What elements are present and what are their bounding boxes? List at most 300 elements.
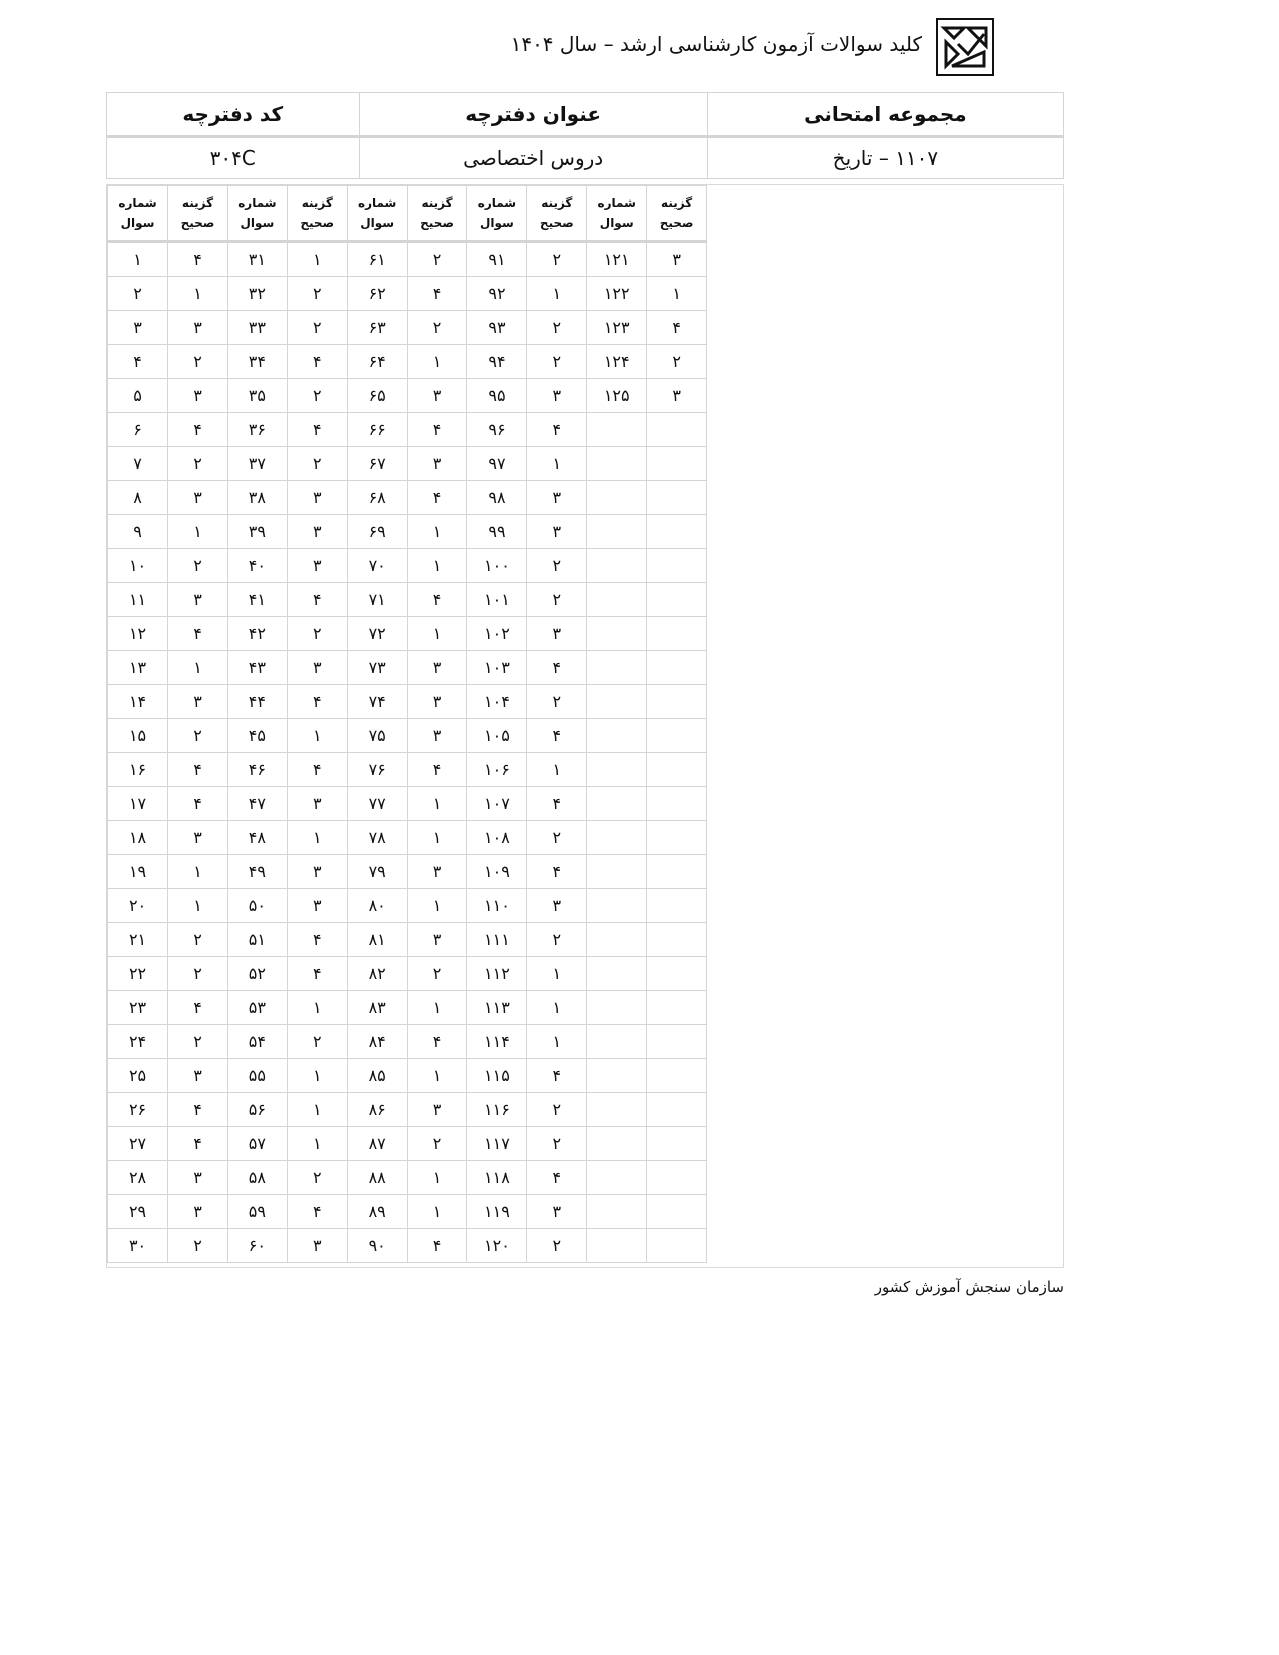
question-number-cell: ۸۰ xyxy=(347,889,407,923)
answer-cell xyxy=(647,1229,707,1263)
answer-cell: ۳ xyxy=(407,719,467,753)
question-number-cell xyxy=(587,957,647,991)
answer-cell: ۲ xyxy=(287,1025,347,1059)
answer-col-header: گزینه صحیح xyxy=(527,186,587,242)
answer-key-table xyxy=(107,185,707,1263)
page-title: کلید سوالات آزمون کارشناسی ارشد – سال ۱۴۰۴ xyxy=(510,32,922,56)
answer-cell: ۲ xyxy=(287,1161,347,1195)
question-number-cell: ۹۰ xyxy=(347,1229,407,1263)
answer-cell: ۱ xyxy=(287,821,347,855)
answer-cell: ۳ xyxy=(287,651,347,685)
question-number-cell: ۴۰ xyxy=(227,549,287,583)
question-number-cell: ۴۲ xyxy=(227,617,287,651)
booklet-title-value: دروس اختصاصی xyxy=(359,137,707,179)
question-number-cell: ۱۲۴ xyxy=(587,345,647,379)
question-number-cell: ۷۷ xyxy=(347,787,407,821)
answer-cell xyxy=(647,413,707,447)
question-number-cell: ۹۹ xyxy=(467,515,527,549)
table-row xyxy=(108,242,707,277)
answer-cell xyxy=(647,719,707,753)
question-number-cell: ۹۷ xyxy=(467,447,527,481)
answer-cell: ۴ xyxy=(527,651,587,685)
question-number-cell: ۸۲ xyxy=(347,957,407,991)
answer-cell: ۲ xyxy=(168,549,228,583)
table-row xyxy=(108,549,707,583)
question-number-cell: ۷۸ xyxy=(347,821,407,855)
answer-key-panel xyxy=(106,184,1064,1268)
question-number-cell: ۲ xyxy=(108,277,168,311)
answer-cell: ۳ xyxy=(407,379,467,413)
question-number-cell: ۱۱ xyxy=(108,583,168,617)
question-number-cell xyxy=(587,889,647,923)
answer-cell: ۳ xyxy=(287,1229,347,1263)
question-number-cell: ۷۶ xyxy=(347,753,407,787)
question-number-cell: ۲۹ xyxy=(108,1195,168,1229)
question-number-cell: ۱۰۰ xyxy=(467,549,527,583)
answer-cell: ۴ xyxy=(168,787,228,821)
answer-cell: ۱ xyxy=(407,889,467,923)
answer-cell: ۲ xyxy=(168,719,228,753)
question-number-cell xyxy=(587,1059,647,1093)
question-number-cell: ۲۶ xyxy=(108,1093,168,1127)
answer-cell xyxy=(647,617,707,651)
question-number-cell: ۵۲ xyxy=(227,957,287,991)
question-number-cell: ۶۹ xyxy=(347,515,407,549)
question-number-cell: ۱۲۲ xyxy=(587,277,647,311)
question-number-cell: ۹۲ xyxy=(467,277,527,311)
answer-cell xyxy=(647,685,707,719)
question-number-cell: ۱۰۶ xyxy=(467,753,527,787)
table-row xyxy=(108,583,707,617)
answer-cell: ۱ xyxy=(168,855,228,889)
answer-cell: ۴ xyxy=(527,855,587,889)
answer-cell: ۲ xyxy=(407,311,467,345)
question-number-cell: ۹۴ xyxy=(467,345,527,379)
answer-header-row xyxy=(108,186,707,242)
exam-info-table xyxy=(106,92,1064,179)
question-number-cell: ۱۵ xyxy=(108,719,168,753)
answer-cell: ۱ xyxy=(287,1127,347,1161)
question-number-cell: ۳۲ xyxy=(227,277,287,311)
answer-cell: ۳ xyxy=(407,855,467,889)
question-number-cell: ۸۸ xyxy=(347,1161,407,1195)
answer-cell: ۱ xyxy=(407,787,467,821)
answer-cell: ۳ xyxy=(168,379,228,413)
answer-cell: ۲ xyxy=(168,957,228,991)
answer-cell: ۳ xyxy=(287,787,347,821)
question-number-cell xyxy=(587,991,647,1025)
answer-cell: ۴ xyxy=(407,413,467,447)
question-col-header: شماره سوال xyxy=(587,186,647,242)
question-number-cell: ۱۲۳ xyxy=(587,311,647,345)
answer-cell xyxy=(647,1127,707,1161)
answer-cell: ۱ xyxy=(287,719,347,753)
question-number-cell xyxy=(587,413,647,447)
question-number-cell: ۱۱۷ xyxy=(467,1127,527,1161)
answer-cell: ۴ xyxy=(527,1059,587,1093)
answer-cell: ۲ xyxy=(407,242,467,277)
answer-cell: ۴ xyxy=(168,1093,228,1127)
answer-cell: ۳ xyxy=(287,515,347,549)
answer-cell: ۴ xyxy=(407,1025,467,1059)
answer-cell: ۱ xyxy=(287,1059,347,1093)
answer-cell: ۳ xyxy=(168,685,228,719)
question-number-cell: ۵۱ xyxy=(227,923,287,957)
answer-cell: ۴ xyxy=(527,413,587,447)
question-number-cell: ۲۸ xyxy=(108,1161,168,1195)
question-number-cell: ۶۶ xyxy=(347,413,407,447)
question-number-cell: ۴۳ xyxy=(227,651,287,685)
answer-cell: ۳ xyxy=(407,447,467,481)
question-number-cell xyxy=(587,685,647,719)
logo-icon xyxy=(936,18,994,76)
answer-cell: ۲ xyxy=(527,1127,587,1161)
answer-cell: ۳ xyxy=(168,1059,228,1093)
question-number-cell: ۹۳ xyxy=(467,311,527,345)
answer-col-header: گزینه صحیح xyxy=(647,186,707,242)
question-number-cell: ۷۲ xyxy=(347,617,407,651)
table-row xyxy=(108,957,707,991)
answer-cell: ۲ xyxy=(407,1127,467,1161)
answer-cell: ۴ xyxy=(287,1195,347,1229)
table-row xyxy=(108,787,707,821)
answer-cell: ۱ xyxy=(407,1059,467,1093)
answer-cell xyxy=(647,1195,707,1229)
question-number-cell: ۱۰۷ xyxy=(467,787,527,821)
answer-cell: ۱ xyxy=(407,1161,467,1195)
question-number-cell: ۳۷ xyxy=(227,447,287,481)
page-header xyxy=(106,18,994,78)
question-number-cell: ۵۰ xyxy=(227,889,287,923)
question-number-cell xyxy=(587,651,647,685)
answer-cell: ۲ xyxy=(287,277,347,311)
answer-cell: ۴ xyxy=(407,583,467,617)
answer-cell: ۱ xyxy=(407,617,467,651)
question-number-cell xyxy=(587,549,647,583)
question-number-cell xyxy=(587,1093,647,1127)
question-number-cell: ۳۰ xyxy=(108,1229,168,1263)
answer-cell: ۴ xyxy=(168,617,228,651)
question-number-cell: ۲۱ xyxy=(108,923,168,957)
question-number-cell: ۱۰۵ xyxy=(467,719,527,753)
question-number-cell xyxy=(587,1127,647,1161)
answer-cell xyxy=(647,991,707,1025)
table-row xyxy=(108,821,707,855)
question-number-cell: ۸۳ xyxy=(347,991,407,1025)
answer-cell: ۱ xyxy=(287,242,347,277)
question-number-cell: ۱۱۹ xyxy=(467,1195,527,1229)
question-number-cell: ۷۴ xyxy=(347,685,407,719)
question-number-cell: ۳۳ xyxy=(227,311,287,345)
question-number-cell: ۴۶ xyxy=(227,753,287,787)
question-number-cell: ۷۱ xyxy=(347,583,407,617)
question-number-cell: ۱۰۹ xyxy=(467,855,527,889)
question-number-cell: ۳۹ xyxy=(227,515,287,549)
question-number-cell: ۹۸ xyxy=(467,481,527,515)
question-number-cell xyxy=(587,753,647,787)
answer-cell: ۱ xyxy=(287,991,347,1025)
question-number-cell: ۱۰۸ xyxy=(467,821,527,855)
table-row xyxy=(108,277,707,311)
question-number-cell: ۳۸ xyxy=(227,481,287,515)
question-number-cell xyxy=(587,719,647,753)
table-row xyxy=(108,685,707,719)
answer-cell: ۴ xyxy=(168,1127,228,1161)
question-number-cell: ۱۰۴ xyxy=(467,685,527,719)
question-number-cell xyxy=(587,855,647,889)
question-number-cell: ۲۷ xyxy=(108,1127,168,1161)
answer-cell: ۳ xyxy=(527,515,587,549)
question-number-cell: ۱۲۵ xyxy=(587,379,647,413)
question-number-cell xyxy=(587,447,647,481)
table-row xyxy=(108,413,707,447)
table-row xyxy=(108,379,707,413)
question-number-cell: ۸۷ xyxy=(347,1127,407,1161)
question-number-cell: ۴۷ xyxy=(227,787,287,821)
answer-cell: ۳ xyxy=(287,889,347,923)
answer-cell: ۳ xyxy=(527,481,587,515)
question-number-cell: ۴۴ xyxy=(227,685,287,719)
answer-cell: ۱ xyxy=(168,889,228,923)
answer-cell: ۳ xyxy=(168,821,228,855)
table-row xyxy=(108,651,707,685)
question-number-cell: ۸ xyxy=(108,481,168,515)
table-row xyxy=(108,923,707,957)
question-number-cell: ۱۱۶ xyxy=(467,1093,527,1127)
question-number-cell: ۴ xyxy=(108,345,168,379)
answer-cell xyxy=(647,855,707,889)
answer-cell: ۲ xyxy=(527,583,587,617)
question-number-cell: ۳۴ xyxy=(227,345,287,379)
answer-cell: ۴ xyxy=(168,753,228,787)
answer-cell xyxy=(647,787,707,821)
answer-cell: ۴ xyxy=(647,311,707,345)
question-number-cell: ۶۱ xyxy=(347,242,407,277)
answer-cell: ۴ xyxy=(287,685,347,719)
question-number-cell: ۵۶ xyxy=(227,1093,287,1127)
answer-cell: ۴ xyxy=(168,242,228,277)
answer-cell: ۲ xyxy=(287,379,347,413)
question-number-cell: ۵۳ xyxy=(227,991,287,1025)
table-row xyxy=(108,753,707,787)
answer-cell xyxy=(647,821,707,855)
question-number-cell: ۵۷ xyxy=(227,1127,287,1161)
answer-cell: ۴ xyxy=(407,753,467,787)
table-row xyxy=(108,1229,707,1263)
question-number-cell: ۱۲۱ xyxy=(587,242,647,277)
question-number-cell: ۷۳ xyxy=(347,651,407,685)
table-row xyxy=(108,719,707,753)
answer-cell: ۳ xyxy=(168,311,228,345)
question-number-cell: ۵۵ xyxy=(227,1059,287,1093)
table-row xyxy=(108,515,707,549)
answer-cell: ۲ xyxy=(287,617,347,651)
question-number-cell: ۱۲ xyxy=(108,617,168,651)
answer-col-header: گزینه صحیح xyxy=(168,186,228,242)
answer-cell xyxy=(647,923,707,957)
question-number-cell: ۶۸ xyxy=(347,481,407,515)
question-number-cell: ۳۵ xyxy=(227,379,287,413)
answer-cell: ۳ xyxy=(407,651,467,685)
question-number-cell xyxy=(587,821,647,855)
answer-cell: ۲ xyxy=(168,923,228,957)
answer-cell: ۳ xyxy=(647,242,707,277)
question-number-cell: ۵ xyxy=(108,379,168,413)
answer-cell: ۲ xyxy=(527,685,587,719)
question-col-header: شماره سوال xyxy=(227,186,287,242)
question-number-cell: ۱۰ xyxy=(108,549,168,583)
table-row xyxy=(108,617,707,651)
answer-cell: ۳ xyxy=(287,481,347,515)
answer-cell: ۲ xyxy=(527,345,587,379)
question-number-cell: ۱۰۳ xyxy=(467,651,527,685)
answer-cell: ۳ xyxy=(407,1093,467,1127)
question-number-cell: ۵۴ xyxy=(227,1025,287,1059)
question-number-cell: ۴۱ xyxy=(227,583,287,617)
question-number-cell: ۶۷ xyxy=(347,447,407,481)
answer-cell: ۱ xyxy=(168,515,228,549)
answer-cell: ۱ xyxy=(407,515,467,549)
question-col-header: شماره سوال xyxy=(108,186,168,242)
answer-cell: ۴ xyxy=(287,957,347,991)
info-header-row xyxy=(107,93,1064,137)
answer-cell: ۱ xyxy=(527,1025,587,1059)
answer-cell: ۴ xyxy=(407,277,467,311)
exam-set-value: ۱۱۰۷ – تاریخ xyxy=(707,137,1063,179)
question-number-cell: ۶۵ xyxy=(347,379,407,413)
footer-org: سازمان سنجش آموزش کشور xyxy=(874,1278,1064,1296)
question-number-cell: ۹۵ xyxy=(467,379,527,413)
question-col-header: شماره سوال xyxy=(347,186,407,242)
question-number-cell: ۲۰ xyxy=(108,889,168,923)
table-row xyxy=(108,1161,707,1195)
answer-cell: ۴ xyxy=(407,1229,467,1263)
table-row xyxy=(108,991,707,1025)
question-number-cell xyxy=(587,583,647,617)
answer-cell: ۴ xyxy=(287,413,347,447)
question-number-cell: ۷ xyxy=(108,447,168,481)
question-number-cell: ۹۱ xyxy=(467,242,527,277)
answer-cell: ۲ xyxy=(168,447,228,481)
table-row xyxy=(108,889,707,923)
answer-cell xyxy=(647,957,707,991)
answer-cell: ۳ xyxy=(407,923,467,957)
answer-cell: ۱ xyxy=(407,345,467,379)
answer-cell: ۲ xyxy=(527,1229,587,1263)
answer-cell xyxy=(647,1059,707,1093)
answer-cell: ۲ xyxy=(287,311,347,345)
table-row xyxy=(108,1025,707,1059)
answer-cell xyxy=(647,753,707,787)
answer-cell xyxy=(647,583,707,617)
answer-cell: ۴ xyxy=(287,345,347,379)
question-number-cell: ۲۴ xyxy=(108,1025,168,1059)
answer-cell: ۲ xyxy=(168,1229,228,1263)
answer-cell: ۲ xyxy=(527,242,587,277)
question-number-cell: ۶۳ xyxy=(347,311,407,345)
question-number-cell xyxy=(587,1229,647,1263)
question-number-cell: ۸۵ xyxy=(347,1059,407,1093)
question-number-cell xyxy=(587,617,647,651)
question-number-cell xyxy=(587,1195,647,1229)
question-number-cell: ۹ xyxy=(108,515,168,549)
answer-cell: ۴ xyxy=(287,753,347,787)
question-number-cell: ۸۴ xyxy=(347,1025,407,1059)
question-col-header: شماره سوال xyxy=(467,186,527,242)
answer-cell: ۳ xyxy=(407,685,467,719)
question-number-cell xyxy=(587,1025,647,1059)
question-number-cell: ۴۵ xyxy=(227,719,287,753)
table-row xyxy=(108,345,707,379)
question-number-cell: ۹۶ xyxy=(467,413,527,447)
table-row xyxy=(108,481,707,515)
answer-cell: ۲ xyxy=(527,923,587,957)
question-number-cell xyxy=(587,787,647,821)
answer-cell: ۴ xyxy=(407,481,467,515)
answer-col-header: گزینه صحیح xyxy=(407,186,467,242)
answer-cell: ۳ xyxy=(287,549,347,583)
answer-cell: ۳ xyxy=(527,1195,587,1229)
answer-cell xyxy=(647,651,707,685)
answer-cell: ۴ xyxy=(287,923,347,957)
answer-cell: ۱ xyxy=(168,651,228,685)
answer-cell: ۴ xyxy=(527,1161,587,1195)
question-number-cell: ۶۲ xyxy=(347,277,407,311)
question-number-cell: ۲۳ xyxy=(108,991,168,1025)
question-number-cell: ۲۵ xyxy=(108,1059,168,1093)
question-number-cell: ۱۲۰ xyxy=(467,1229,527,1263)
answer-cell xyxy=(647,481,707,515)
question-number-cell xyxy=(587,1161,647,1195)
question-number-cell xyxy=(587,923,647,957)
answer-cell: ۳ xyxy=(168,1195,228,1229)
question-number-cell: ۷۰ xyxy=(347,549,407,583)
answer-cell: ۱ xyxy=(168,277,228,311)
answer-cell: ۱ xyxy=(527,991,587,1025)
table-row xyxy=(108,855,707,889)
question-number-cell: ۳۶ xyxy=(227,413,287,447)
answer-cell xyxy=(647,1025,707,1059)
answer-cell: ۲ xyxy=(287,447,347,481)
question-number-cell: ۶ xyxy=(108,413,168,447)
answer-cell: ۳ xyxy=(527,617,587,651)
answer-cell xyxy=(647,1161,707,1195)
question-number-cell: ۴۸ xyxy=(227,821,287,855)
answer-cell: ۲ xyxy=(527,1093,587,1127)
answer-cell: ۳ xyxy=(527,379,587,413)
question-number-cell: ۸۹ xyxy=(347,1195,407,1229)
question-number-cell: ۱۱۰ xyxy=(467,889,527,923)
answer-cell: ۱ xyxy=(407,549,467,583)
table-row xyxy=(108,1195,707,1229)
question-number-cell: ۵۹ xyxy=(227,1195,287,1229)
question-number-cell: ۱۹ xyxy=(108,855,168,889)
question-number-cell xyxy=(587,515,647,549)
booklet-code-value: ۳۰۴C xyxy=(107,137,360,179)
question-number-cell: ۱۱۳ xyxy=(467,991,527,1025)
answer-cell: ۱ xyxy=(527,753,587,787)
answer-cell: ۴ xyxy=(168,991,228,1025)
answer-cell: ۳ xyxy=(287,855,347,889)
answer-cell: ۱ xyxy=(407,1195,467,1229)
answer-cell: ۲ xyxy=(527,311,587,345)
answer-cell: ۱ xyxy=(527,277,587,311)
answer-cell: ۴ xyxy=(527,787,587,821)
question-number-cell: ۱۱۱ xyxy=(467,923,527,957)
answer-cell: ۴ xyxy=(527,719,587,753)
question-number-cell: ۱۸ xyxy=(108,821,168,855)
question-number-cell: ۱۳ xyxy=(108,651,168,685)
